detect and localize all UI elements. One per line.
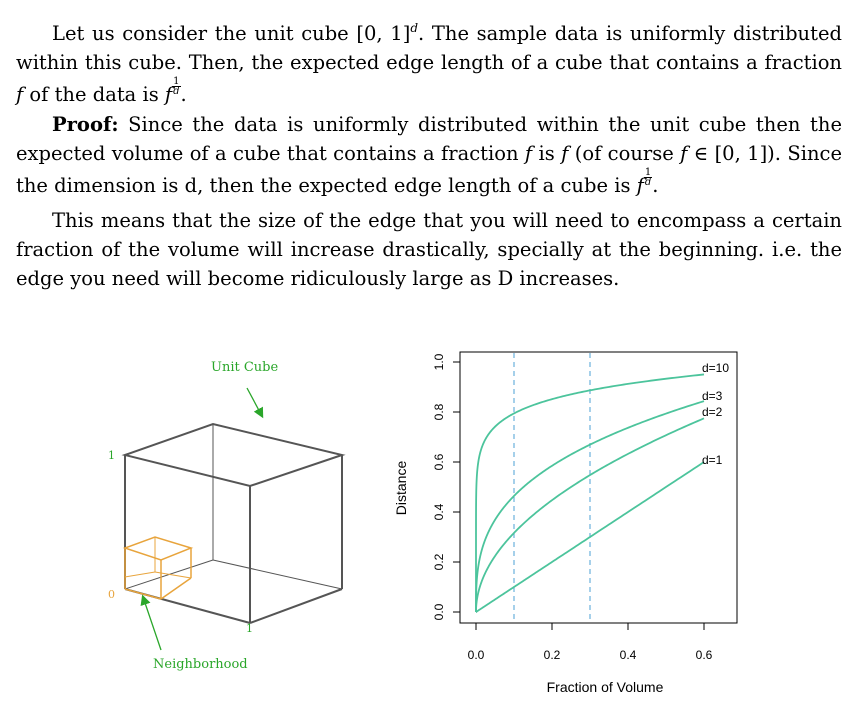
plot-frame xyxy=(460,352,737,623)
paragraph-implication xyxy=(16,206,842,293)
text-run: . xyxy=(180,83,187,106)
y-axis-label: Distance xyxy=(393,460,409,516)
fraction-1-over-d: $\frac{1}{d}$ xyxy=(173,76,180,97)
text-run: ∈ [0, 1]). Since the dimension is d, then the expected edge length of a cube is xyxy=(16,142,842,197)
text-run: (of course xyxy=(568,142,681,165)
y-tick-label: 1.0 xyxy=(432,353,447,371)
cube-hidden-edge xyxy=(213,560,342,589)
text-run: of the data is xyxy=(23,83,165,106)
math-f: f xyxy=(561,142,569,165)
math-f: f xyxy=(680,142,688,165)
series-label-d=2: d=2 xyxy=(702,405,723,419)
fraction-1-over-d: $\frac{1}{d}$ xyxy=(644,167,652,188)
text-run: . xyxy=(652,174,659,197)
tick-1-bottom: 1 xyxy=(246,622,253,635)
x-tick-label: 0.4 xyxy=(619,648,637,662)
y-tick-label: 0.6 xyxy=(432,453,447,471)
tick-1-left: 1 xyxy=(108,449,115,462)
cube-expression: [0, 1] xyxy=(356,22,411,45)
math-f: f xyxy=(524,142,533,165)
tick-0-left: 0 xyxy=(108,588,115,601)
unit-cube-arrow xyxy=(247,388,262,416)
y-tick-label: 0.8 xyxy=(432,403,447,421)
math-f: f xyxy=(16,83,24,106)
text-run: Since the data is uniformly distributed within the unit cube then the expected volume of a cube that contains a fraction xyxy=(16,113,842,165)
proof-label: Proof: xyxy=(52,113,119,136)
x-tick-label: 0.6 xyxy=(695,648,713,662)
text-run: Let us consider the unit cube xyxy=(52,22,357,45)
cube-top-face xyxy=(125,424,342,486)
cube-edge xyxy=(250,589,342,623)
text-run: . The sample data is uniformly distributed within this cube. Then, the expected edge length of a cube that contains a fraction xyxy=(16,22,842,74)
cube-exponent: d xyxy=(410,21,418,35)
neighborhood-arrow xyxy=(143,597,161,650)
y-tick-label: 0.2 xyxy=(432,553,447,571)
neighborhood-label: Neighborhood xyxy=(153,657,248,672)
text-run: This means that the size of the edge that you will need to encompass a certain fraction of the volume will increase drastically, specially at the beginning. i.e. the edge you need will become ridiculously large as D increases. xyxy=(16,209,842,290)
y-tick-label: 0.0 xyxy=(432,603,447,621)
series-label-d=3: d=3 xyxy=(702,389,723,403)
paragraph-proof xyxy=(16,110,842,200)
x-tick-label: 0.0 xyxy=(467,648,485,662)
y-tick-label: 0.4 xyxy=(432,503,447,521)
series-label-d=1: d=1 xyxy=(702,453,723,467)
unit-cube xyxy=(125,424,342,623)
series-label-d=10: d=10 xyxy=(702,361,730,375)
text-run: is xyxy=(532,142,562,165)
x-axis-label: Fraction of Volume xyxy=(546,679,664,695)
neighborhood-cube xyxy=(125,537,191,599)
distance-chart xyxy=(380,330,820,710)
math-f: f xyxy=(636,174,644,197)
unit-cube-label: Unit Cube xyxy=(211,360,279,375)
paragraph-definition xyxy=(16,14,842,109)
x-tick-label: 0.2 xyxy=(543,648,561,662)
math-f: f xyxy=(164,83,173,106)
